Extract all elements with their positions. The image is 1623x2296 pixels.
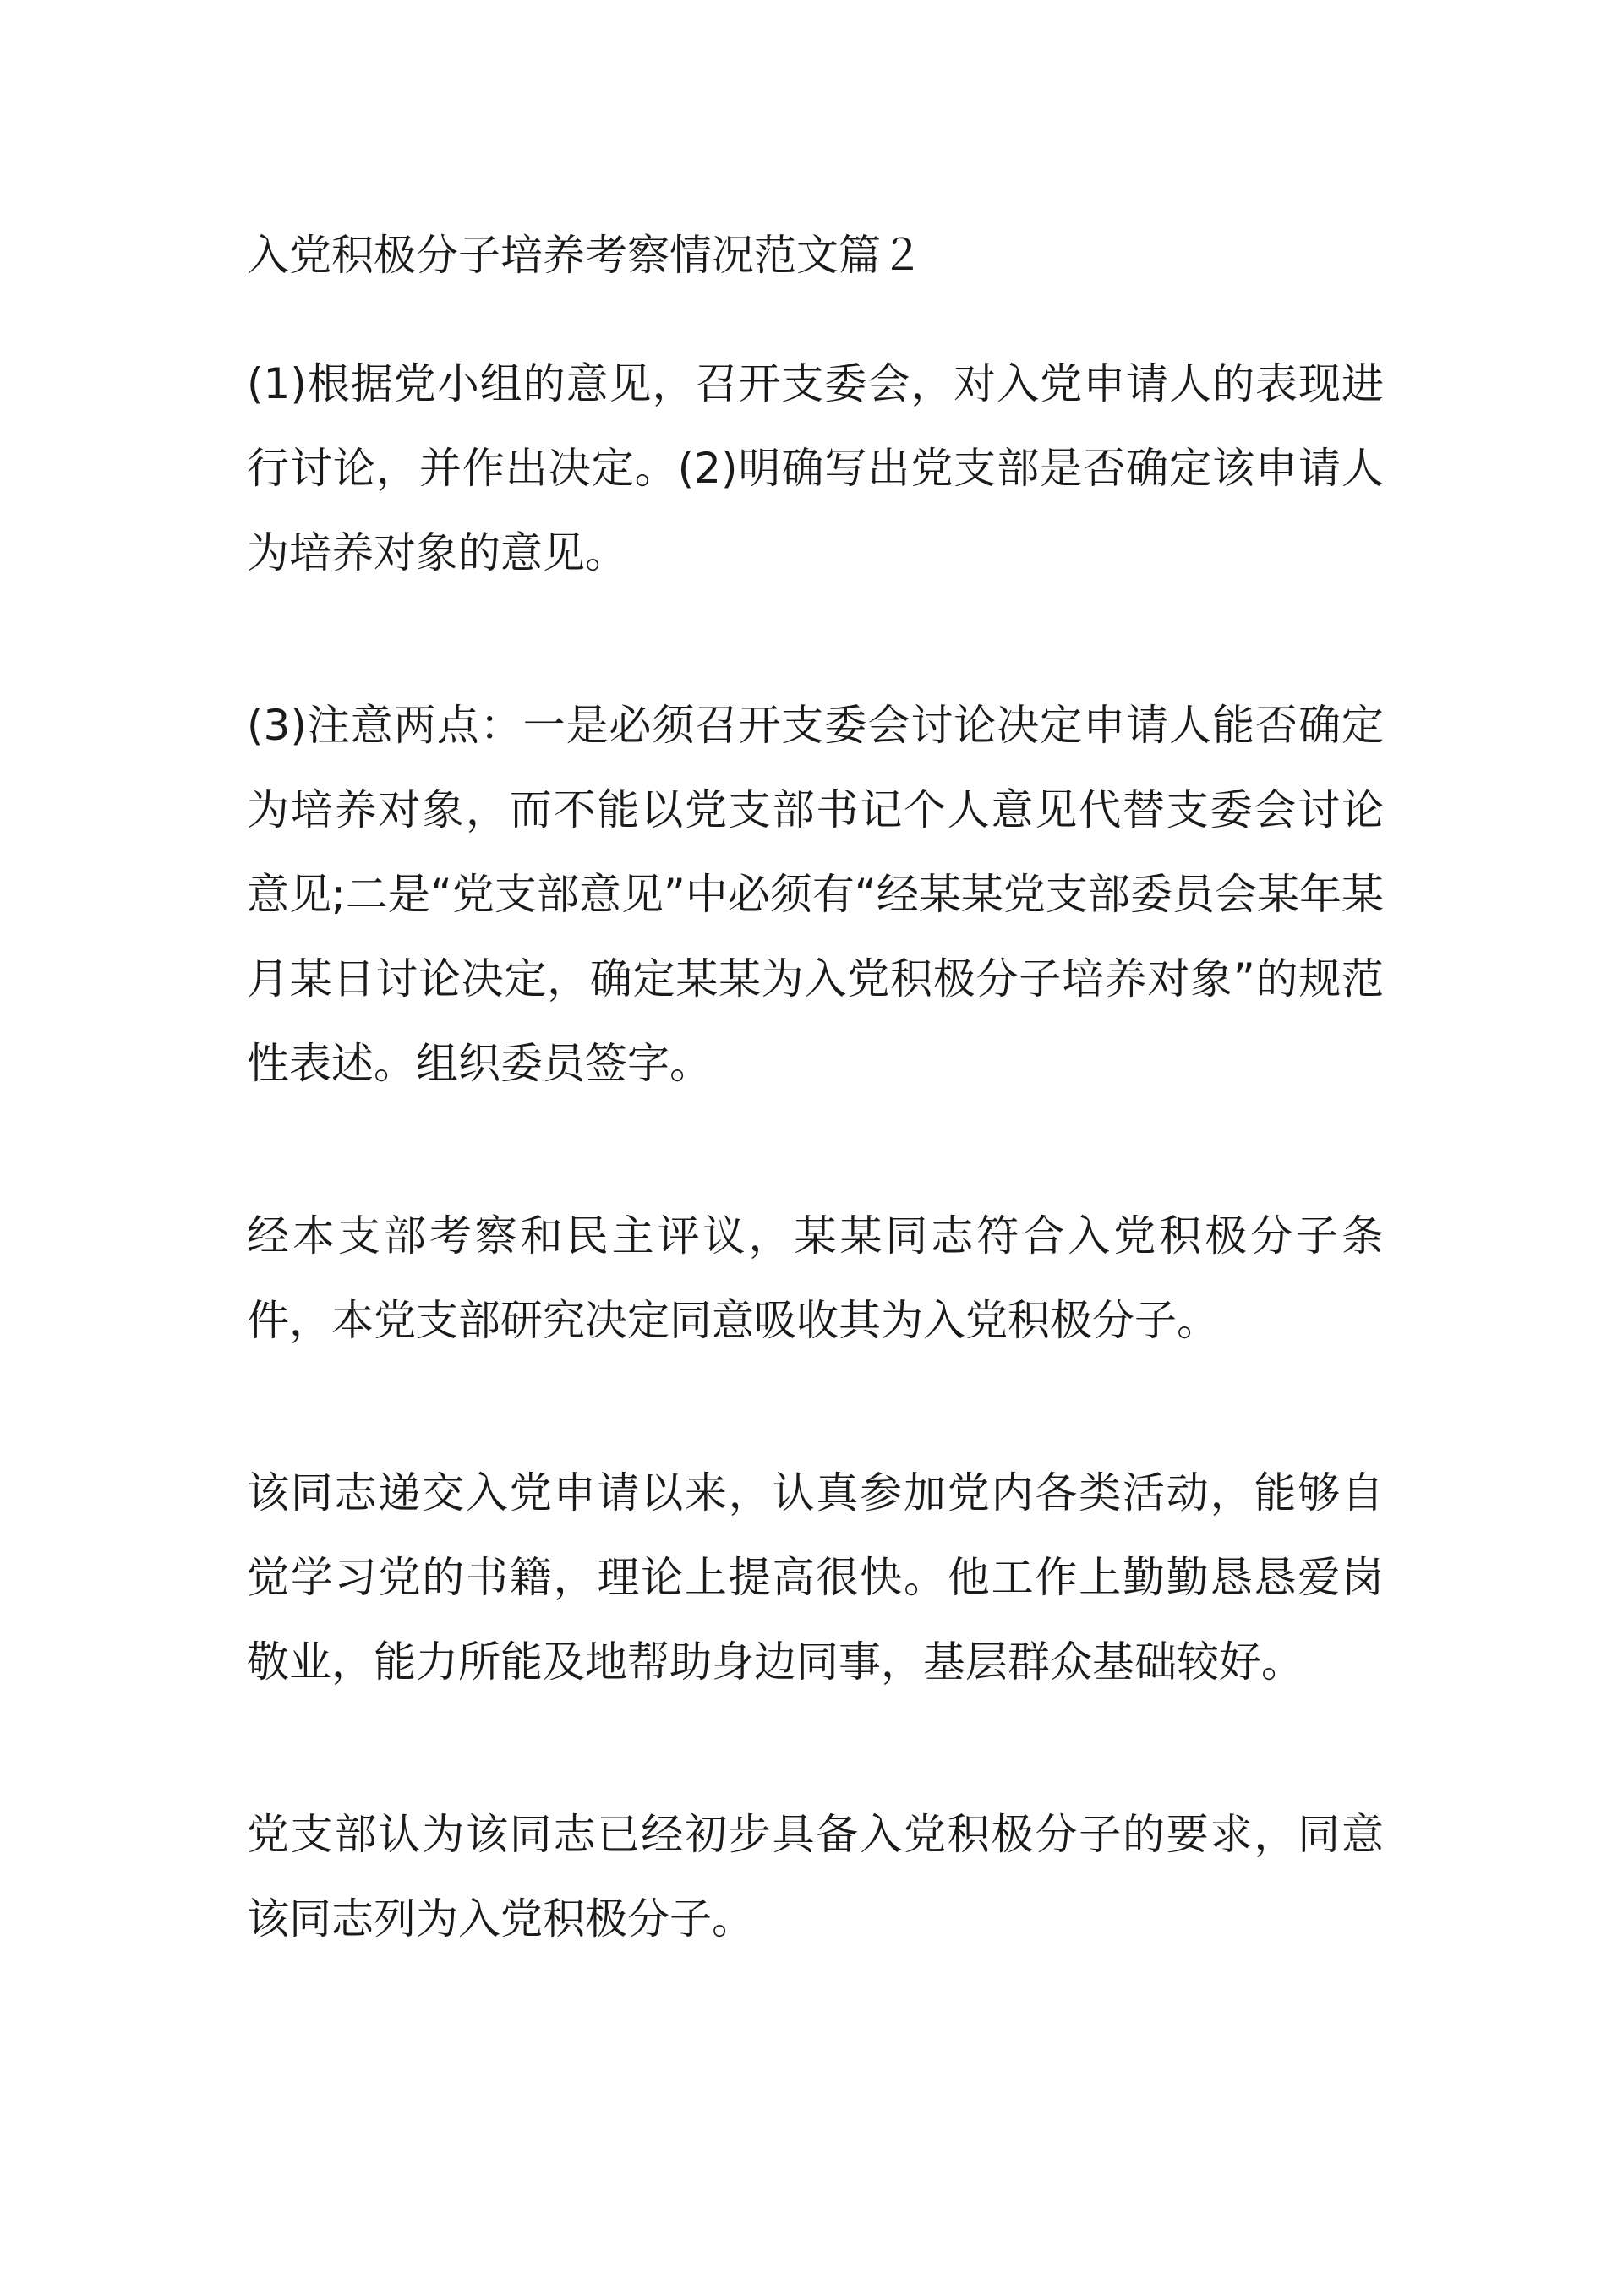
document-body [247,213,1384,1961]
paragraph-3: 经本支部考察和民主评议，某某同志符合入党积极分子条件，本党支部研究决定同意吸收其为入党积极分子。 [247,1211,1384,1345]
paragraph-4: 该同志递交入党申请以来，认真参加党内各类活动，能够自觉学习党的书籍，理论上提高很快。他工作上勤勤恳恳爱岗敬业，能力所能及地帮助身边同事，基层群众基础较好。 [247,1468,1384,1686]
document-title: 入党积极分子培养考察情况范文篇２ [247,231,923,280]
paragraph-5: 党支部认为该同志已经初步具备入党积极分子的要求，同意该同志列为入党积极分子。 [247,1810,1384,1943]
paragraph-2: (3)注意两点：一是必须召开支委会讨论决定申请人能否确定为培养对象，而不能以党支部书记个人意见代替支委会讨论意见;二是“党支部意见”中必须有“经某某党支部委员会某年某月某日讨论决定，确定某某为入党积极分子培养对象”的规范性表述。组织委员签字。 [247,701,1384,1088]
paragraph-1: (1)根据党小组的意见，召开支委会，对入党申请人的表现进行讨论，并作出决定。(2)明确写出党支部是否确定该申请人为培养对象的意见。 [247,359,1384,577]
